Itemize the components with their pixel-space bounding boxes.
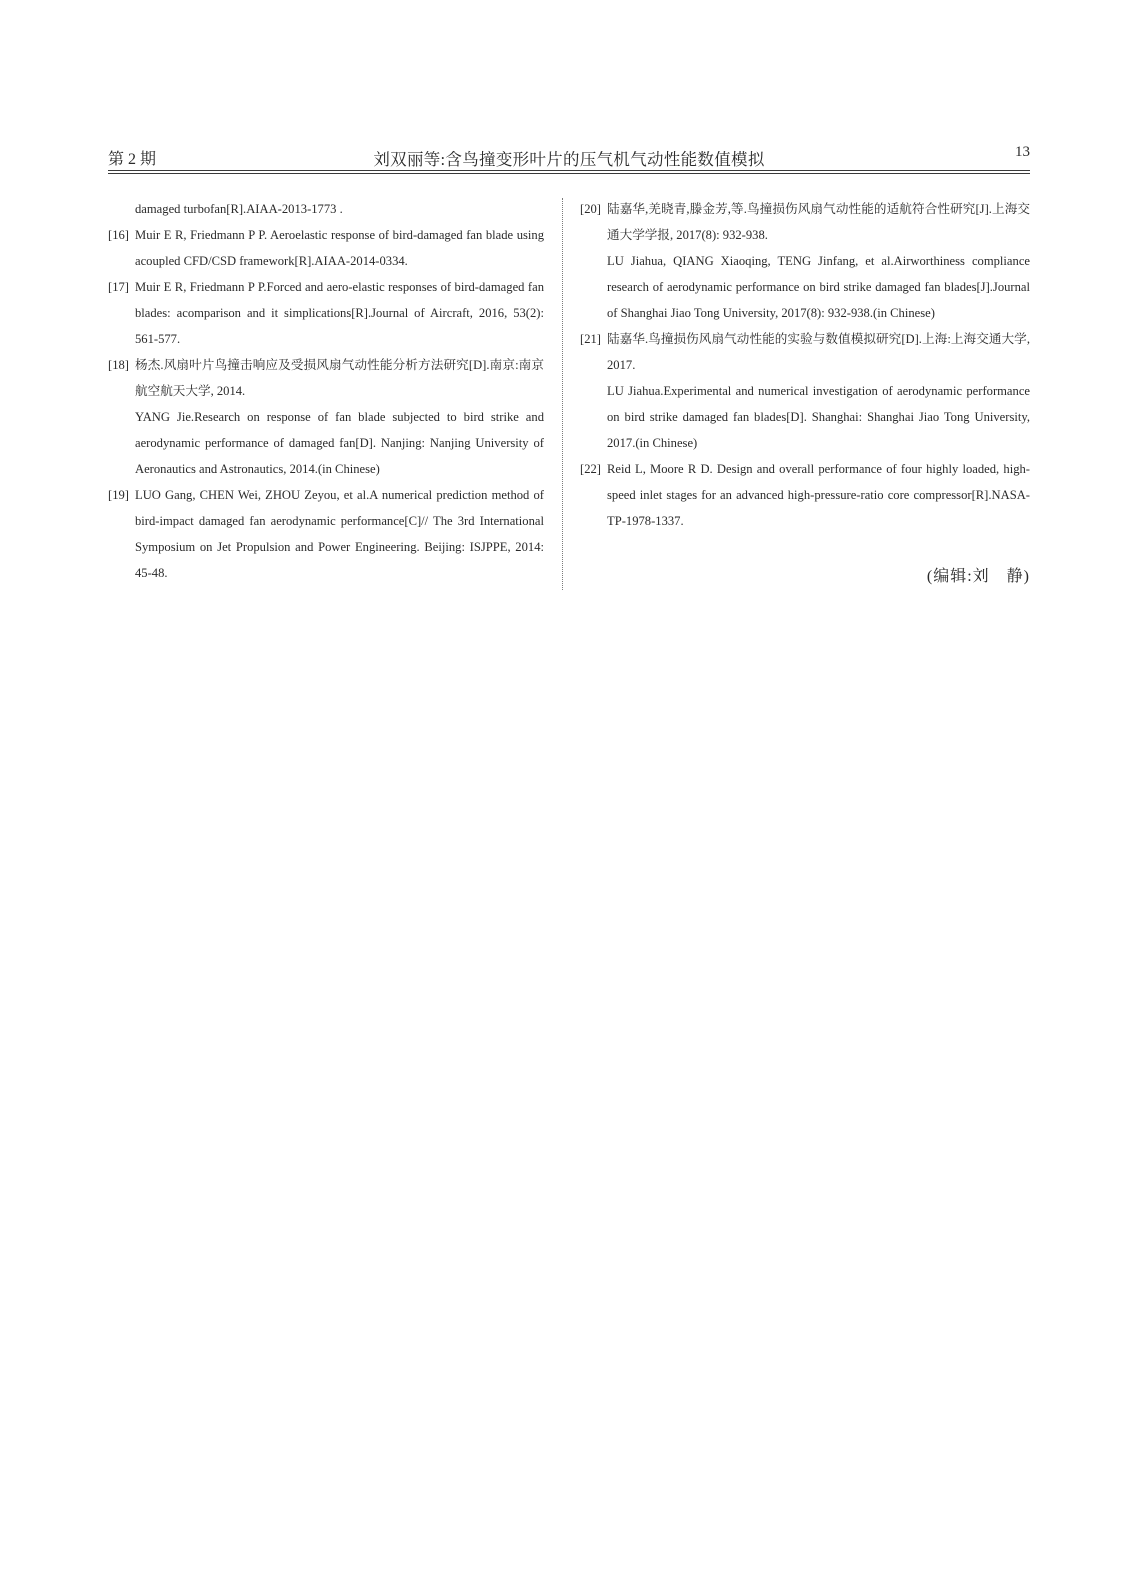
reference-number: [19] bbox=[108, 488, 129, 502]
references-right-column bbox=[580, 196, 1030, 534]
reference-number: [22] bbox=[580, 462, 601, 476]
reference-number: [16] bbox=[108, 228, 129, 242]
reference-item bbox=[580, 196, 1030, 326]
reference-item bbox=[108, 196, 544, 222]
reference-number: [21] bbox=[580, 332, 601, 346]
reference-translation: LU Jiahua, QIANG Xiaoqing, TENG Jinfang, et al.Airworthiness compliance research of aerodynamic performance on bird strike damaged fan blades[J].Journal of Shanghai Jiao Tong University, 2017(8): 932-938.(in Chinese) bbox=[607, 254, 1030, 320]
reference-text: LUO Gang, CHEN Wei, ZHOU Zeyou, et al.A numerical prediction method of bird-impact damaged fan aerodynamic performance[C]// The 3rd International Symposium on Jet Propulsion and Power Engineering. Beijing: ISJPPE, 2014: 45-48. bbox=[135, 488, 544, 580]
reference-text: Muir E R, Friedmann P P. Aeroelastic response of bird-damaged fan blade using acoupled CFD/CSD framework[R].AIAA-2014-0334. bbox=[135, 228, 544, 268]
reference-number: [20] bbox=[580, 202, 601, 216]
reference-text: Muir E R, Friedmann P P.Forced and aero-elastic responses of bird-damaged fan blades: acomparison and it simplications[R].Journal of Aircraft, 2016, 53(2): 561-577. bbox=[135, 280, 544, 346]
reference-text: 陆嘉华,羌晓青,滕金芳,等.鸟撞损伤风扇气动性能的适航符合性研究[J].上海交通大学学报, 2017(8): 932-938. bbox=[607, 202, 1030, 242]
reference-item bbox=[580, 326, 1030, 456]
reference-translation: LU Jiahua.Experimental and numerical investigation of aerodynamic performance on bird strike damaged fan blades[D]. Shanghai: Shanghai Jiao Tong University, 2017.(in Chinese) bbox=[607, 384, 1030, 450]
reference-item bbox=[108, 352, 544, 482]
reference-text: Reid L, Moore R D. Design and overall performance of four highly loaded, high-speed inlet stages for an advanced high-pressure-ratio core compressor[R].NASA-TP-1978-1337. bbox=[607, 462, 1030, 528]
reference-item bbox=[580, 456, 1030, 534]
running-title: 刘双丽等:含鸟撞变形叶片的压气机气动性能数值模拟 bbox=[373, 150, 765, 169]
reference-item bbox=[108, 482, 544, 586]
references-left-column bbox=[108, 196, 544, 586]
issue-label: 第 2 期 bbox=[108, 151, 157, 168]
reference-number: [17] bbox=[108, 280, 129, 294]
column-divider bbox=[562, 198, 563, 590]
reference-translation: YANG Jie.Research on response of fan blade subjected to bird strike and aerodynamic performance of damaged fan[D]. Nanjing: Nanjing University of Aeronautics and Astronautics, 2014.(in Chinese) bbox=[135, 410, 544, 476]
reference-text: 杨杰.风扇叶片鸟撞击响应及受损风扇气动性能分析方法研究[D].南京:南京航空航天大学, 2014. bbox=[135, 358, 544, 398]
editor-credit: (编辑:刘 静) bbox=[926, 568, 1030, 585]
running-header bbox=[108, 142, 1030, 171]
reference-number: [18] bbox=[108, 358, 129, 372]
reference-text: damaged turbofan[R].AIAA-2013-1773 . bbox=[135, 202, 343, 216]
reference-text: 陆嘉华.鸟撞损伤风扇气动性能的实验与数值模拟研究[D].上海:上海交通大学, 2017. bbox=[607, 332, 1030, 372]
reference-item bbox=[108, 222, 544, 274]
page-number: 13 bbox=[1015, 144, 1030, 160]
reference-item bbox=[108, 274, 544, 352]
